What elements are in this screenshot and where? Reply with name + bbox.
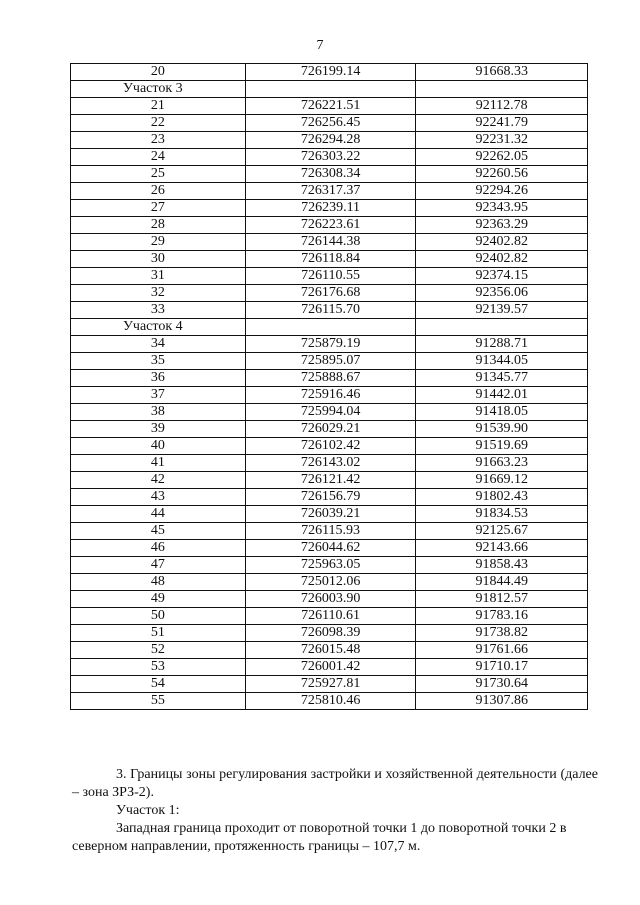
empty-cell	[416, 81, 588, 98]
y-coordinate-cell: 92402.82	[416, 251, 588, 268]
empty-cell	[416, 319, 588, 336]
x-coordinate-cell: 726110.55	[245, 268, 416, 285]
table-row	[71, 268, 588, 285]
x-coordinate-cell: 726044.62	[245, 540, 416, 557]
x-coordinate-cell: 726115.93	[245, 523, 416, 540]
y-coordinate-cell: 91288.71	[416, 336, 588, 353]
table-row	[71, 693, 588, 710]
point-number-cell: 23	[71, 132, 246, 149]
table-row	[71, 676, 588, 693]
x-coordinate-cell: 726115.70	[245, 302, 416, 319]
point-number-cell: 48	[71, 574, 246, 591]
x-coordinate-cell: 726199.14	[245, 64, 416, 81]
point-number-cell: 50	[71, 608, 246, 625]
y-coordinate-cell: 91344.05	[416, 353, 588, 370]
x-coordinate-cell: 726098.39	[245, 625, 416, 642]
point-number-cell: 53	[71, 659, 246, 676]
x-coordinate-cell: 726308.34	[245, 166, 416, 183]
y-coordinate-cell: 91730.64	[416, 676, 588, 693]
x-coordinate-cell: 726156.79	[245, 489, 416, 506]
point-number-cell: 28	[71, 217, 246, 234]
table-row	[71, 455, 588, 472]
table-section-row	[71, 319, 588, 336]
table-row	[71, 336, 588, 353]
table-row	[71, 64, 588, 81]
y-coordinate-cell: 91663.23	[416, 455, 588, 472]
x-coordinate-cell: 725994.04	[245, 404, 416, 421]
y-coordinate-cell: 91761.66	[416, 642, 588, 659]
table-row	[71, 438, 588, 455]
y-coordinate-cell: 91307.86	[416, 693, 588, 710]
table-row	[71, 183, 588, 200]
table-row	[71, 251, 588, 268]
table-row	[71, 557, 588, 574]
point-number-cell: 31	[71, 268, 246, 285]
x-coordinate-cell: 726176.68	[245, 285, 416, 302]
point-number-cell: 24	[71, 149, 246, 166]
y-coordinate-cell: 91738.82	[416, 625, 588, 642]
x-coordinate-cell: 725916.46	[245, 387, 416, 404]
point-number-cell: 37	[71, 387, 246, 404]
table-row	[71, 302, 588, 319]
table-row	[71, 370, 588, 387]
table-row	[71, 625, 588, 642]
table-row	[71, 149, 588, 166]
y-coordinate-cell: 91418.05	[416, 404, 588, 421]
point-number-cell: 29	[71, 234, 246, 251]
point-number-cell: 22	[71, 115, 246, 132]
section-label: Участок 4	[71, 319, 246, 336]
zone-heading-paragraph: 3. Границы зоны регулирования застройки и хозяйственной деятельности (далее – зона ЗРЗ-2).	[72, 767, 598, 800]
y-coordinate-cell: 92112.78	[416, 98, 588, 115]
x-coordinate-cell: 726003.90	[245, 591, 416, 608]
table-row	[71, 166, 588, 183]
y-coordinate-cell: 92343.95	[416, 200, 588, 217]
x-coordinate-cell: 726144.38	[245, 234, 416, 251]
table-row	[71, 472, 588, 489]
table-row	[71, 387, 588, 404]
point-number-cell: 54	[71, 676, 246, 693]
y-coordinate-cell: 92143.66	[416, 540, 588, 557]
y-coordinate-cell: 91812.57	[416, 591, 588, 608]
point-number-cell: 32	[71, 285, 246, 302]
point-number-cell: 26	[71, 183, 246, 200]
table-row	[71, 234, 588, 251]
x-coordinate-cell: 726039.21	[245, 506, 416, 523]
y-coordinate-cell: 92262.05	[416, 149, 588, 166]
table-row	[71, 285, 588, 302]
coordinates-table-body	[71, 64, 588, 710]
point-number-cell: 39	[71, 421, 246, 438]
table-section-row	[71, 81, 588, 98]
x-coordinate-cell: 726001.42	[245, 659, 416, 676]
boundary-description-paragraph: Западная граница проходит от поворотной точки 1 до поворотной точки 2 в северном направлении, протяженность границы – 107,7 м.	[72, 821, 567, 854]
page-number: 7	[316, 38, 324, 53]
y-coordinate-cell: 91345.77	[416, 370, 588, 387]
x-coordinate-cell: 726015.48	[245, 642, 416, 659]
y-coordinate-cell: 92402.82	[416, 234, 588, 251]
x-coordinate-cell: 725888.67	[245, 370, 416, 387]
point-number-cell: 34	[71, 336, 246, 353]
x-coordinate-cell: 725810.46	[245, 693, 416, 710]
x-coordinate-cell: 726110.61	[245, 608, 416, 625]
y-coordinate-cell: 91834.53	[416, 506, 588, 523]
y-coordinate-cell: 91783.16	[416, 608, 588, 625]
table-row	[71, 659, 588, 676]
table-row	[71, 217, 588, 234]
y-coordinate-cell: 92363.29	[416, 217, 588, 234]
x-coordinate-cell: 726029.21	[245, 421, 416, 438]
point-number-cell: 36	[71, 370, 246, 387]
table-row	[71, 574, 588, 591]
table-row	[71, 523, 588, 540]
point-number-cell: 52	[71, 642, 246, 659]
point-number-cell: 55	[71, 693, 246, 710]
empty-cell	[245, 81, 416, 98]
table-row	[71, 200, 588, 217]
table-row	[71, 608, 588, 625]
x-coordinate-cell: 726256.45	[245, 115, 416, 132]
table-row	[71, 404, 588, 421]
x-coordinate-cell: 725895.07	[245, 353, 416, 370]
y-coordinate-cell: 91844.49	[416, 574, 588, 591]
point-number-cell: 43	[71, 489, 246, 506]
table-row	[71, 421, 588, 438]
x-coordinate-cell: 726317.37	[245, 183, 416, 200]
x-coordinate-cell: 726303.22	[245, 149, 416, 166]
point-number-cell: 41	[71, 455, 246, 472]
table-row	[71, 591, 588, 608]
x-coordinate-cell: 726239.11	[245, 200, 416, 217]
y-coordinate-cell: 92260.56	[416, 166, 588, 183]
table-row	[71, 540, 588, 557]
y-coordinate-cell: 92356.06	[416, 285, 588, 302]
x-coordinate-cell: 726118.84	[245, 251, 416, 268]
coordinates-table	[70, 63, 588, 710]
table-row	[71, 115, 588, 132]
table-row	[71, 506, 588, 523]
point-number-cell: 49	[71, 591, 246, 608]
y-coordinate-cell: 91858.43	[416, 557, 588, 574]
section-label: Участок 3	[71, 81, 246, 98]
x-coordinate-cell: 726294.28	[245, 132, 416, 149]
point-number-cell: 46	[71, 540, 246, 557]
y-coordinate-cell: 92231.32	[416, 132, 588, 149]
point-number-cell: 21	[71, 98, 246, 115]
y-coordinate-cell: 92125.67	[416, 523, 588, 540]
point-number-cell: 30	[71, 251, 246, 268]
x-coordinate-cell: 725879.19	[245, 336, 416, 353]
x-coordinate-cell: 725927.81	[245, 676, 416, 693]
y-coordinate-cell: 92374.15	[416, 268, 588, 285]
point-number-cell: 51	[71, 625, 246, 642]
x-coordinate-cell: 726223.61	[245, 217, 416, 234]
point-number-cell: 33	[71, 302, 246, 319]
point-number-cell: 47	[71, 557, 246, 574]
y-coordinate-cell: 92139.57	[416, 302, 588, 319]
x-coordinate-cell: 725963.05	[245, 557, 416, 574]
table-row	[71, 132, 588, 149]
empty-cell	[245, 319, 416, 336]
x-coordinate-cell: 725012.06	[245, 574, 416, 591]
x-coordinate-cell: 726221.51	[245, 98, 416, 115]
point-number-cell: 27	[71, 200, 246, 217]
y-coordinate-cell: 92294.26	[416, 183, 588, 200]
point-number-cell: 25	[71, 166, 246, 183]
y-coordinate-cell: 91710.17	[416, 659, 588, 676]
table-row	[71, 353, 588, 370]
x-coordinate-cell: 726102.42	[245, 438, 416, 455]
point-number-cell: 44	[71, 506, 246, 523]
y-coordinate-cell: 92241.79	[416, 115, 588, 132]
y-coordinate-cell: 91519.69	[416, 438, 588, 455]
y-coordinate-cell: 91668.33	[416, 64, 588, 81]
y-coordinate-cell: 91539.90	[416, 421, 588, 438]
y-coordinate-cell: 91442.01	[416, 387, 588, 404]
point-number-cell: 45	[71, 523, 246, 540]
point-number-cell: 42	[71, 472, 246, 489]
y-coordinate-cell: 91802.43	[416, 489, 588, 506]
point-number-cell: 35	[71, 353, 246, 370]
table-row	[71, 98, 588, 115]
section-subheading: Участок 1:	[116, 803, 180, 818]
table-row	[71, 642, 588, 659]
y-coordinate-cell: 91669.12	[416, 472, 588, 489]
x-coordinate-cell: 726121.42	[245, 472, 416, 489]
point-number-cell: 20	[71, 64, 246, 81]
x-coordinate-cell: 726143.02	[245, 455, 416, 472]
point-number-cell: 40	[71, 438, 246, 455]
point-number-cell: 38	[71, 404, 246, 421]
table-row	[71, 489, 588, 506]
